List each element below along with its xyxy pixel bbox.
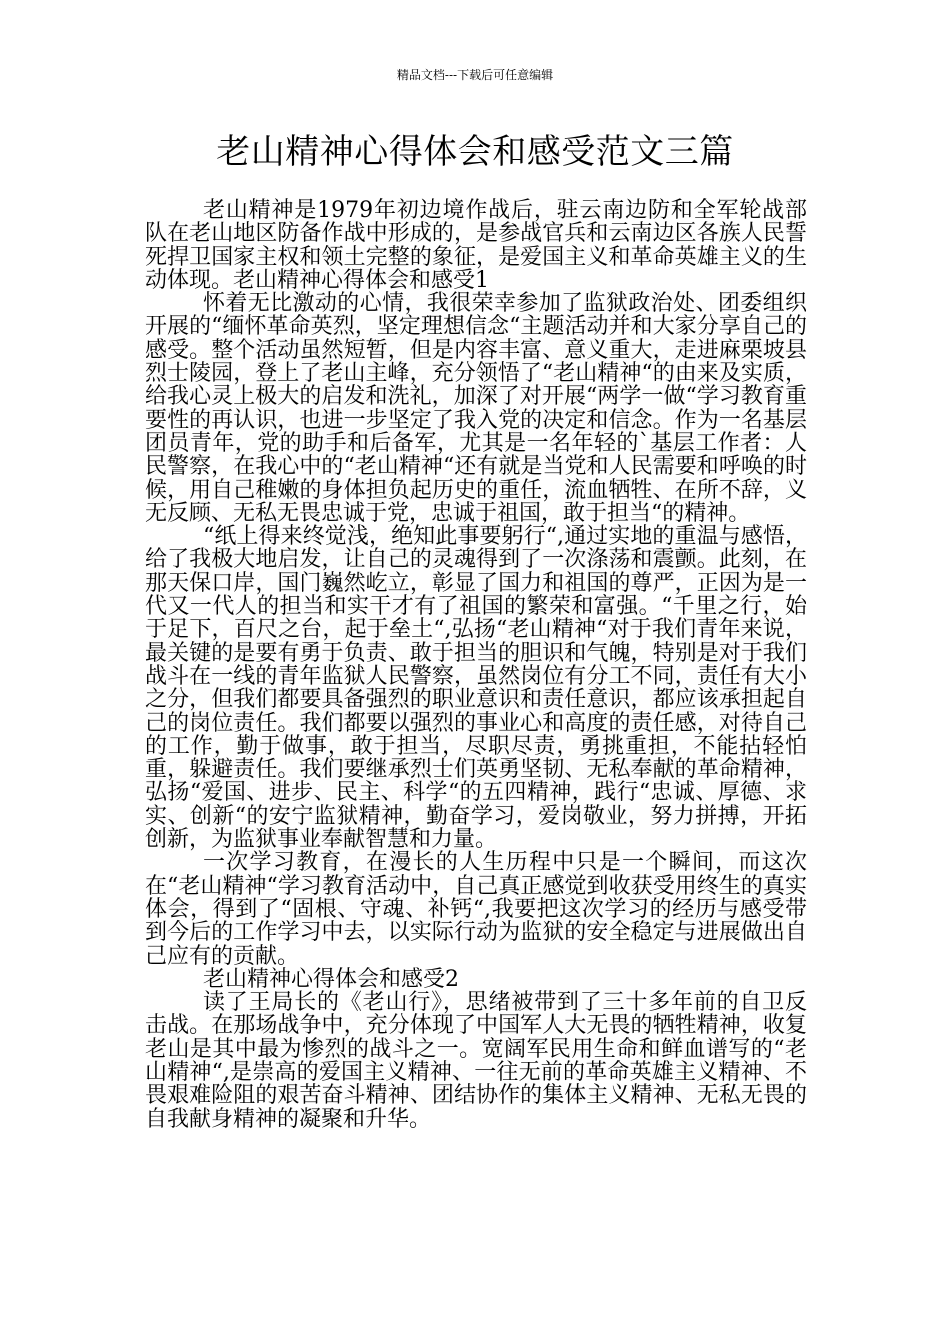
page-header-note: 精品文档---下载后可任意编辑 — [396, 68, 554, 82]
document-title: 老山精神心得体会和感受范文三篇 — [216, 132, 734, 172]
document-body — [145, 199, 807, 1131]
paragraph-6: 读了王局长的《老山行》，思绪被带到了三十多年前的自卫反击战。在那场战争中，充分体现了中国军人大无畏的牺牲精神，收复老山是其中最为惨烈的战斗之一。宽阔军民用生命和鲜血谱写的“老山精神“,是崇高的爱国主义精神、一往无前的革命英雄主义精神、不畏艰难险阻的艰苦奋斗精神、团结协作的集体主义精神、无私无畏的自我献身精神的凝聚和升华。 — [145, 990, 807, 1132]
paragraph-intro: 老山精神是1979年初边境作战后，驻云南边防和全军轮战部队在老山地区防备作战中形成的，是参战官兵和云南边区各族人民誓死捍卫国家主权和领土完整的象征，是爱国主义和革命英雄主义的生动体现。老山精神心得体会和感受1 — [145, 198, 807, 293]
paragraph-3: “纸上得来终觉浅，绝知此事要躬行“,通过实地的重温与感悟，给了我极大地启发，让自己的灵魂得到了一次涤荡和震颤。此刻，在那天保口岸，国门巍然屹立，彰显了国力和祖国的尊严，正因为是一代又一代人的担当和实干才有了祖国的繁荣和富强。“千里之行，始于足下，百尺之台，起于垒土“,弘扬“老山精神“对于我们青年来说，最关键的是要有勇于负责、敢于担当的胆识和气魄，特别是对于我们战斗在一线的青年监狱人民警察，虽然岗位有分工不同，责任有大小之分，但我们都要具备强烈的职业意识和责任意识，都应该承担起自己的岗位责任。我们都要以强烈的事业心和高度的责任感，对待自己的工作，勤于做事，敢于担当，尽职尽责，勇挑重担，不能拈轻怕重，躲避责任。我们要继承烈士们英勇坚韧、无私奉献的革命精神，弘扬“爱国、进步、民主、科学“的五四精神，践行“忠诚、厚德、求实、创新“的安宁监狱精神，勤奋学习，爱岗敬业，努力拼搏，开拓创新，为监狱事业奉献智慧和力量。 — [145, 524, 807, 853]
section-heading-2: 老山精神心得体会和感受2 — [203, 966, 459, 992]
paragraph-2: 怀着无比激动的心情，我很荣幸参加了监狱政治处、团委组织开展的“缅怀革命英烈，坚定理想信念“主题活动并和大家分享自己的感受。整个活动虽然短暂，但是内容丰富、意义重大，走进麻栗坡县烈士陵园，登上了老山主峰，充分领悟了“老山精神“的由来及实质，给我心灵上极大的启发和洗礼，加深了对开展“两学一做“学习教育重要性的再认识，也进一步坚定了我入党的决定和信念。作为一名基层团员青年，党的助手和后备军，尤其是一名年轻的`基层工作者：人民警察，在我心中的“老山精神“还有就是当党和人民需要和呼唤的时候，用自己稚嫩的身体担负起历史的重任，流血牺牲、在所不辞，义无反顾、无私无畏忠诚于党，忠诚于祖国，敢于担当“的精神。 — [145, 291, 807, 526]
paragraph-4: 一次学习教育，在漫长的人生历程中只是一个瞬间，而这次在“老山精神“学习教育活动中，自己真正感觉到收获受用终生的真实体会，得到了“固根、守魂、补钙“,我要把这次学习的经历与感受带到今后的工作学习中去，以实际行动为监狱的安全稳定与进展做出自己应有的贡献。 — [145, 850, 807, 969]
